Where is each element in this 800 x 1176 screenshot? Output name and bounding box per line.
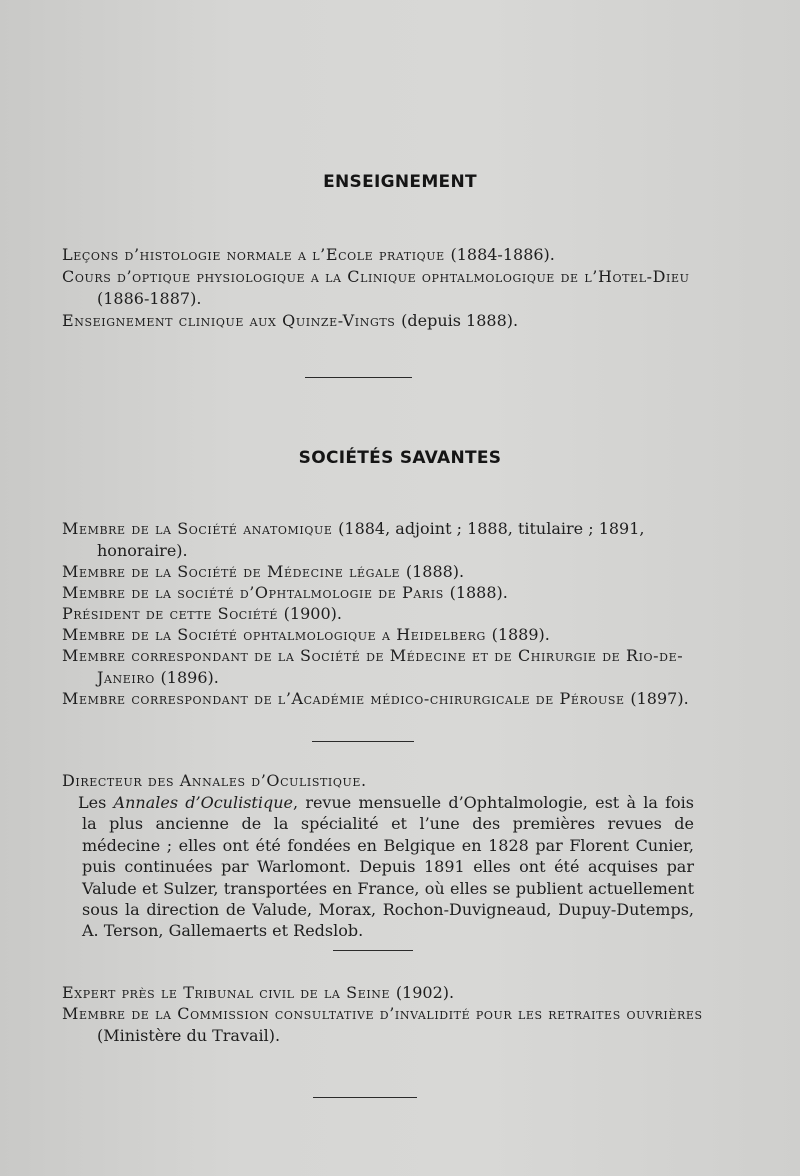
entry-label: Membre de la Commission consultative d’invalidité pour les retraites ouvrières [62, 1004, 703, 1023]
list-item [62, 310, 707, 332]
entry-label: Membre de la Société ophtalmologique a Heidelberg [62, 625, 486, 644]
entry-detail: (1884-1886). [450, 245, 555, 264]
list-item [62, 582, 707, 604]
entry-detail: (1902). [395, 983, 455, 1002]
entry-detail: (1888). [449, 583, 508, 602]
list-item [62, 244, 707, 266]
list-item [62, 561, 707, 583]
section-title-societes: SOCIÉTÉS SAVANTES [298, 448, 502, 468]
entry-label: Membre de la Société anatomique [62, 519, 333, 538]
divider [312, 741, 414, 742]
entry-label: Enseignement clinique aux Quinze-Vingts [62, 311, 396, 330]
annales-body: , revue mensuelle d’Ophtalmologie, est à la fois la plus ancienne de la spécialité et l’une des premières revues de médecine ; elles ont été fondées en Belgique en 1828 par Florent Cunier, puis continuées par Warlomont. Depuis 1891 elles ont été acquises par Valude et Sulzer, transportées en France, où elles se publient actuellement sous la direction de Valude, Morax, Rochon-Duvigneaud, Dupuy-Dutemps, A. Terson, Gallemaerts et Redslob. [82, 793, 694, 941]
divider [333, 950, 413, 951]
entry-label: Membre de la Société de Médecine légale [62, 562, 401, 581]
entry-label: Membre correspondant de l’Académie médico-chirurgicale de Pérouse [62, 689, 625, 708]
list-item [62, 645, 707, 688]
entry-detail: (1889). [491, 625, 550, 644]
list-item [62, 982, 707, 1004]
entry-detail: (Ministère du Travail). [97, 1025, 281, 1045]
entry-label: Président de cette Société [62, 604, 278, 623]
entry-label: Leçons d’histologie normale a l’Ecole pratique [62, 245, 445, 264]
entry-detail: (1888). [405, 562, 465, 581]
entry-label: Expert près le Tribunal civil de la Seine [62, 983, 391, 1002]
entry-detail: (1884, adjoint ; 1888, titulaire ; 1891, honoraire). [97, 519, 645, 560]
entry-detail: (depuis 1888). [401, 311, 519, 330]
entry-detail: (1900). [283, 604, 342, 623]
list-item [62, 624, 707, 646]
list-item [62, 603, 707, 625]
list-item [62, 688, 707, 710]
annales-lead: Les [78, 793, 107, 812]
divider [313, 1097, 417, 1098]
list-item [62, 518, 707, 561]
annales-heading: Directeur des Annales d’Oculistique. [62, 771, 367, 790]
entry-label: Cours d’optique physiologique a la Clinique ophtalmologique de l’Hotel-Dieu [62, 267, 690, 286]
entry-detail: (1897). [630, 689, 689, 708]
entry-label: Membre de la société d’Ophtalmologie de Paris [62, 583, 444, 602]
list-item [62, 1003, 707, 1046]
divider [305, 377, 412, 378]
annales-paragraph [62, 792, 694, 942]
list-item [62, 266, 707, 309]
entry-detail: (1896). [160, 667, 219, 687]
section-title-enseignement: ENSEIGNEMENT [323, 172, 477, 192]
journal-title: Annales d’Oculistique [113, 793, 293, 812]
entry-label: Membre correspondant de la Société de Médecine et de Chirurgie de Rio-de-Janeiro [62, 646, 684, 687]
entry-detail: (1886-1887). [97, 288, 202, 308]
